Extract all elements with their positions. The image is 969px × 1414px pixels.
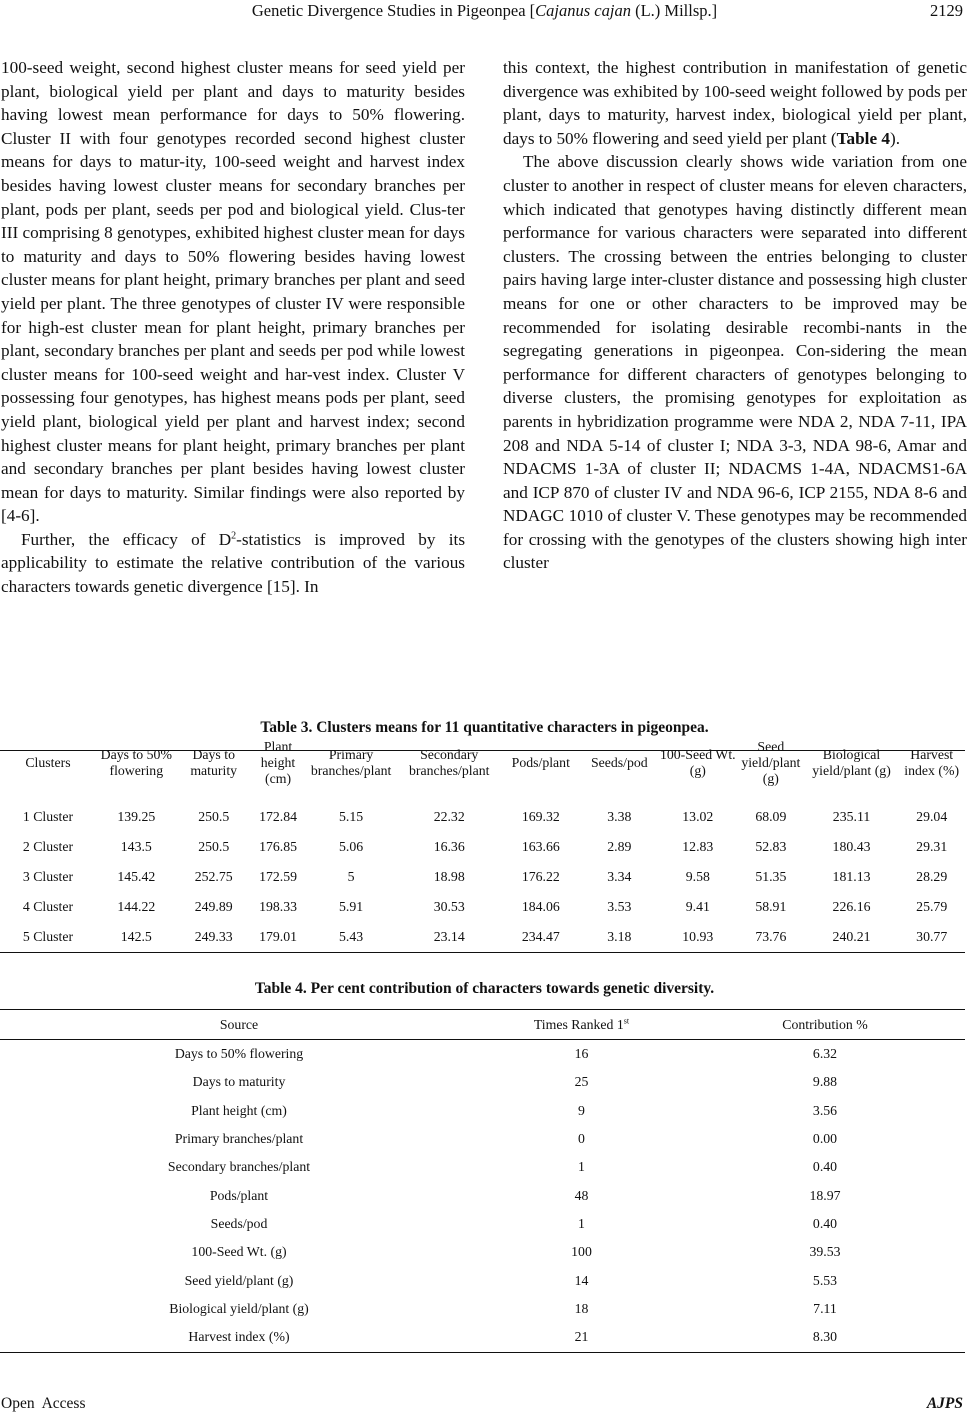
- header-source: Source: [219, 1017, 259, 1032]
- text-span: this context, the highest contribution in manifestation of genetic divergence was exhibited by 100-seed weight followed by pods per plant, days to maturity, harvest index, biological yield per plant, days to 50% flowering and seed yield per plant (: [503, 58, 967, 148]
- table-cell: 139.25: [117, 809, 156, 824]
- superscript: st: [623, 1016, 630, 1026]
- table-cell: 250.5: [198, 809, 230, 824]
- text-span: -statistics is improved by its applicability to estimate the relative contribution of the various characters towards genetic divergence [15]. In: [1, 529, 466, 597]
- table-cell: 30.77: [916, 929, 948, 944]
- table-cell: 22.32: [433, 809, 465, 824]
- table-cell: 5.43: [339, 929, 364, 944]
- table4-contribution: [0, 1010, 965, 1351]
- running-title: [0, 0, 969, 22]
- table3-header-cell: Pods/plant: [511, 755, 570, 770]
- table-cell: 68.09: [755, 809, 787, 824]
- table-cell: 179.01: [259, 929, 298, 944]
- superscript: 2: [231, 530, 237, 542]
- contribution-cell: 5.53: [812, 1272, 838, 1288]
- source-cell: Seed yield/plant (g): [184, 1272, 294, 1288]
- source-cell: Days to maturity: [192, 1074, 286, 1090]
- table-cell: 184.06: [521, 899, 560, 914]
- paragraph-contribution: [503, 56, 967, 150]
- running-title-text-end: (L.) Millsp.]: [630, 1, 718, 20]
- times-ranked-cell: 14: [574, 1272, 589, 1288]
- header-times-ranked-text: Times Ranked 1: [533, 1017, 624, 1032]
- table4-header-row: [0, 1010, 965, 1040]
- contribution-cell: 9.88: [812, 1074, 838, 1090]
- table-cell: 29.04: [916, 809, 948, 824]
- running-title-text: Genetic Divergence Studies in Pigeonpea [: [251, 1, 536, 20]
- contribution-cell: 3.56: [812, 1102, 838, 1118]
- table3-header-row: [0, 724, 965, 802]
- table-cell: 25.79: [916, 899, 948, 914]
- table-cell: 252.75: [194, 869, 233, 884]
- paragraph-discussion: The above discussion clearly shows wide variation from one cluster to another in respect of cluster means for eleven characters, which indicated that genotypes having distinctly different mean performance for various characters were separated into different clusters. The crossing between the entries belonging to cluster pairs having large inter-cluster distance and possessing high cluster means for one or other characters to be improved may be recommended for isolating desirable recombi-nants in the segregating generations in pigeonpea. Con-sidering the mean performance for different characters of genotypes belonging to diverse clusters, the promising genotypes for exploitation as parents in hybridization programme were NDA 2, NDA 7-11, IPA 208 and NDA 5-14 of cluster I; NDA 3-3, NDA 98-6, Amar and NDACMS 1-3A of cluster II; NDACMS 1-4A, NDACMS1-6A and ICP 870 of cluster IV and NDA 96-6, ICP 2155, NDA 8-6 and NDAGC 1010 of cluster V. These genotypes may be recommended for crossing with the genotypes of the clusters showing high inter cluster: [503, 152, 967, 573]
- table-row: [0, 1323, 965, 1351]
- contribution-cell: 0.40: [812, 1215, 838, 1231]
- contribution-cell: 39.53: [809, 1244, 841, 1260]
- paragraph-d2-statistics: [1, 528, 465, 599]
- times-ranked-cell: 9: [578, 1102, 585, 1118]
- table-cell: 51.35: [755, 869, 787, 884]
- table-row: [0, 832, 965, 862]
- page-number: 2129: [930, 1, 963, 20]
- table-row: [0, 802, 965, 832]
- table-row: [0, 1238, 965, 1266]
- contribution-cell: 8.30: [812, 1329, 838, 1345]
- contribution-cell: 7.11: [813, 1300, 837, 1316]
- table-cell: 28.29: [916, 869, 948, 884]
- table-cell: 52.83: [755, 839, 787, 854]
- table-row: [0, 862, 965, 892]
- table3-caption: Table 3. Clusters means for 11 quantitative characters in pigeonpea.: [260, 719, 709, 736]
- table3-header-cell: Biological yield/plant (g): [812, 747, 891, 778]
- table3-header-cell: Seed yield/plant (g): [741, 739, 801, 786]
- source-cell: Secondary branches/plant: [167, 1159, 311, 1175]
- table-cell: 5: [347, 869, 355, 884]
- table-row: [0, 1266, 965, 1294]
- table-cell: 3.53: [607, 899, 632, 914]
- table-cell: 10.93: [682, 929, 714, 944]
- table3-header-cell: Harvest index (%): [904, 747, 960, 778]
- table-cell: 176.22: [521, 869, 560, 884]
- running-head: [0, 0, 969, 26]
- table-cell: 250.5: [198, 839, 230, 854]
- table-cell: 234.47: [521, 929, 560, 944]
- times-ranked-cell: 0: [578, 1131, 585, 1147]
- text-span: Further, the efficacy of D: [21, 529, 232, 549]
- page-footer: [0, 1394, 969, 1414]
- table3-header-cell: Plant height (cm): [260, 739, 296, 786]
- source-cell: Plant height (cm): [191, 1102, 287, 1118]
- table-cell: 18.98: [433, 869, 465, 884]
- table-cell: 9.58: [685, 869, 710, 884]
- cluster-label: 2 Cluster: [22, 839, 74, 854]
- table-cell: 73.76: [755, 929, 787, 944]
- table-cell: 226.16: [832, 899, 871, 914]
- footer-journal: AJPS: [926, 1395, 963, 1412]
- table-cell: 30.53: [433, 899, 465, 914]
- contribution-cell: 18.97: [809, 1187, 841, 1203]
- source-cell: Pods/plant: [209, 1187, 269, 1203]
- source-cell: Biological yield/plant (g): [169, 1300, 309, 1316]
- table3-header-cell: Clusters: [25, 755, 71, 770]
- table-cell: 3.34: [607, 869, 632, 884]
- cluster-label: 5 Cluster: [22, 929, 74, 944]
- table-cell: 5.91: [339, 899, 364, 914]
- table-cell: 235.11: [832, 809, 871, 824]
- text-span: ).: [889, 128, 901, 148]
- table-reference-link[interactable]: Table 4: [836, 128, 890, 148]
- paragraph-cluster-description: 100-seed weight, second highest cluster means for seed yield per plant, biological yield per plant and days to maturity besides having lowest mean performance for days to 50% flowering. Cluster II with four genotypes recorded second highest cluster means for days to matur-ity, 100-seed weight and harvest index besides having lowest cluster means for secondary branches per plant, pods per plant, seeds per pod and biological yield. Clus-ter III comprising 8 genotypes, exhibited highest cluster mean for days to maturity and days to 50% flowering besides having lowest cluster means for plant height, primary branches per plant and seed yield per plant. The three genotypes of cluster IV were responsible for high-est cluster mean for plant height, primary branches per plant, secondary branches per plant and seeds per pod while lowest cluster means for 100-seed weight and har-vest index. Cluster V possessing four genotypes, has highest means pods per plant, seed yield plant, biological yield per plant and harvest index; second highest cluster means for plant height, primary branches per plant and secondary branches per plant besides having lowest cluster mean for days to maturity. Similar findings were also reported by [4-6].: [1, 58, 465, 526]
- cluster-label: 4 Cluster: [22, 899, 74, 914]
- table-cell: 12.83: [682, 839, 714, 854]
- table-cell: 58.91: [755, 899, 787, 914]
- table-cell: 181.13: [832, 869, 871, 884]
- table-cell: 172.84: [259, 809, 298, 824]
- table-cell: 176.85: [259, 839, 298, 854]
- source-cell: Harvest index (%): [188, 1329, 290, 1345]
- table3-header-cell: 100-Seed Wt. (g): [659, 747, 736, 778]
- source-cell: Days to 50% flowering: [174, 1046, 304, 1062]
- table-cell: 3.18: [607, 929, 632, 944]
- times-ranked-cell: 16: [574, 1046, 589, 1062]
- table-cell: 144.22: [117, 899, 156, 914]
- cluster-label: 1 Cluster: [22, 809, 74, 824]
- contribution-cell: 0.00: [812, 1131, 838, 1147]
- footer-open-access: Open Access: [1, 1395, 86, 1412]
- table-row: [0, 1068, 965, 1096]
- times-ranked-cell: 1: [578, 1159, 585, 1175]
- table3-bottom-rule: [0, 952, 965, 953]
- source-cell: Primary branches/plant: [174, 1131, 304, 1147]
- table-cell: 172.59: [259, 869, 298, 884]
- table-row: [0, 1040, 965, 1068]
- table-cell: 16.36: [433, 839, 465, 854]
- times-ranked-cell: 21: [574, 1329, 589, 1345]
- table-cell: 5.06: [339, 839, 364, 854]
- table-cell: 198.33: [259, 899, 298, 914]
- table3-cluster-means: [0, 724, 965, 952]
- table3-header-cell: Days to maturity: [190, 747, 238, 778]
- table-cell: 3.38: [607, 809, 632, 824]
- table-cell: 169.32: [521, 809, 560, 824]
- table-cell: 145.42: [117, 869, 156, 884]
- table-cell: 180.43: [832, 839, 871, 854]
- table-row: [0, 1097, 965, 1125]
- table-cell: 9.41: [685, 899, 710, 914]
- cluster-label: 3 Cluster: [22, 869, 74, 884]
- table4-caption: Table 4. Per cent contribution of characters towards genetic diversity.: [254, 980, 715, 997]
- table-cell: 5.15: [339, 809, 364, 824]
- contribution-cell: 6.32: [812, 1046, 838, 1062]
- header-contribution: Contribution %: [782, 1017, 868, 1032]
- table3-header-cell: Secondary branches/plant: [408, 747, 490, 778]
- table3-header-cell: Primary branches/plant: [310, 747, 392, 778]
- table4-header-rule: [0, 1039, 965, 1040]
- table-row: [0, 922, 965, 952]
- table3-header-cell: Days to 50% flowering: [100, 747, 172, 778]
- table-cell: 23.14: [433, 929, 465, 944]
- table-row: [0, 892, 965, 922]
- contribution-cell: 0.40: [812, 1159, 838, 1175]
- table-cell: 249.89: [194, 899, 233, 914]
- table-cell: 249.33: [194, 929, 233, 944]
- table-cell: 13.02: [682, 809, 714, 824]
- table-row: [0, 1181, 965, 1209]
- times-ranked-cell: 18: [574, 1300, 589, 1316]
- times-ranked-cell: 25: [574, 1074, 589, 1090]
- table-cell: 163.66: [521, 839, 560, 854]
- source-cell: Seeds/pod: [210, 1215, 268, 1231]
- header-times-ranked: [478, 1010, 685, 1040]
- table-cell: 29.31: [916, 839, 948, 854]
- table4-bottom-rule: [0, 1352, 965, 1353]
- source-cell: 100-Seed Wt. (g): [191, 1244, 287, 1260]
- table-cell: 240.21: [832, 929, 871, 944]
- table-cell: 2.89: [607, 839, 632, 854]
- table-row: [0, 1125, 965, 1153]
- table-cell: 142.5: [120, 929, 152, 944]
- times-ranked-cell: 48: [574, 1187, 589, 1203]
- left-text-column: [1, 56, 465, 599]
- table-cell: 143.5: [120, 839, 152, 854]
- table3-header-cell: Seeds/pod: [590, 755, 648, 770]
- times-ranked-cell: 100: [571, 1244, 592, 1260]
- table-row: [0, 1153, 965, 1181]
- species-name: Cajanus cajan: [535, 1, 631, 20]
- table-row: [0, 1210, 965, 1238]
- times-ranked-cell: 1: [578, 1215, 585, 1231]
- table-row: [0, 1295, 965, 1323]
- right-text-column: [503, 56, 967, 575]
